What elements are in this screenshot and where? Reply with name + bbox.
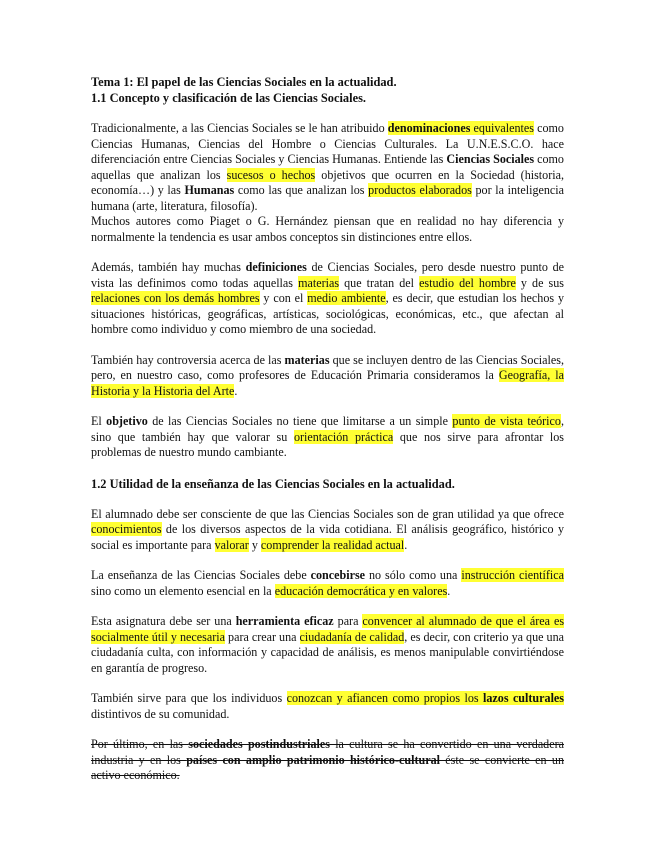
document-title: Tema 1: El papel de las Ciencias Sociales en la actualidad. — [91, 75, 397, 89]
highlighted-text: Geografía, la Historia y la Historia del Arte — [91, 368, 564, 398]
highlighted-text: equivalentes — [470, 121, 534, 135]
section-heading-1-1: 1.1 Concepto y clasificación de las Ciencias Sociales. — [91, 91, 366, 105]
section-heading-1-2: 1.2 Utilidad de la enseñanza de las Ciencias Sociales en la actualidad. — [91, 476, 455, 491]
struck-text: Por último, en las — [91, 737, 189, 751]
bold-text: concebirse — [310, 568, 366, 582]
highlighted-text: conocimientos — [91, 522, 162, 536]
paragraph: Tradicionalmente, a las Ciencias Sociales se le han atribuido denominaciones equivalentes como Ciencias Humanas, Ciencias del Hombre o Ciencias Culturales. La U.N.E.S.C.O. hace diferenciación entre Ciencias Sociales y Ciencias Humanas. Entiende las Ciencias Sociales como aquellas que analizan los sucesos o hechos objetivos que ocurren en la Sociedad (historia, economía…) y las Humanas como las que analizan los productos elaborados por la inteligencia humana (arte, literatura, filosofía). — [91, 121, 565, 213]
highlighted-text: lazos culturales — [483, 691, 564, 705]
paragraph: Muchos autores como Piaget o G. Hernández piensan que en realidad no hay diferencia y normalmente la tendencia es usar ambos conceptos sin distinciones entre ellos. — [91, 214, 564, 244]
paragraph: El objetivo de las Ciencias Sociales no tiene que limitarse a un simple punto de vista teórico, sino que también hay que valorar su orientación práctica que nos sirve para afrontar los problemas de nuestro mundo cambiante. — [91, 414, 564, 459]
highlighted-text: sucesos o hechos — [226, 167, 316, 182]
highlighted-text: comprender la realidad actual — [260, 537, 405, 552]
highlighted-text: convencer al alumnado de que el área es socialmente útil y necesaria — [91, 614, 565, 644]
highlighted-text: educación democrática y en valores — [274, 583, 448, 598]
paragraph-struck — [91, 737, 564, 784]
paragraph: Esta asignatura debe ser una herramienta eficaz para convencer al alumnado de que el área es socialmente útil y necesaria para crear una ciudadanía de calidad, es decir, con criterio ya que una ciudadanía culta, con información y capacidad de análisis, es menos manipulable convirtiéndose en garantía de progreso. — [91, 614, 565, 675]
paragraph: También hay controversia acerca de las materias que se incluyen dentro de las Ciencias Sociales, pero, en nuestro caso, como profesores de Educación Primaria consideramos la Geografía, la Historia y la Historia del Arte. — [91, 352, 564, 398]
highlighted-text: valorar — [214, 537, 249, 552]
highlighted-text: materias — [298, 275, 340, 290]
bold-text: objetivo — [106, 414, 148, 428]
highlighted-text: punto de vista teórico — [452, 414, 561, 428]
paragraph: También sirve para que los individuos conozcan y afiancen como propios los lazos culturales distintivos de su comunidad. — [91, 691, 564, 721]
struck-text: éste se convierte en un activo económico. — [91, 752, 564, 782]
bold-text: definiciones — [245, 260, 307, 274]
paragraph: El alumnado debe ser consciente de que las Ciencias Sociales son de gran utilidad ya que ofrece conocimientos de los diversos aspectos de la vida cotidiana. El análisis geográfico, histórico y social es importante para valorar y comprender la realidad actual. — [91, 506, 564, 552]
highlighted-text: orientación práctica — [293, 429, 394, 444]
paragraph: La enseñanza de las Ciencias Sociales debe concebirse no sólo como una instrucción científica sino como un elemento esencial en la educación democrática y en valores. — [91, 568, 564, 598]
bold-text: Ciencias Sociales — [446, 152, 535, 166]
highlighted-text: denominaciones — [387, 121, 471, 135]
bold-text: Humanas — [184, 183, 235, 197]
highlighted-text: medio ambiente — [307, 291, 386, 305]
highlighted-text: ciudadanía de calidad — [299, 629, 405, 644]
struck-text: la cultura se ha convertido en una verdadera industria y en los — [91, 737, 564, 767]
bold-text: materias — [284, 352, 330, 367]
highlighted-text: conozcan y afiancen como propios los — [286, 691, 483, 705]
highlighted-text: instrucción científica — [461, 568, 564, 582]
struck-text: países con amplio patrimonio histórico-cultural — [186, 752, 440, 767]
struck-text: sociedades postindustriales — [188, 737, 330, 751]
document-body — [91, 74, 564, 784]
highlighted-text: estudio del hombre — [419, 275, 516, 290]
highlighted-text: productos elaborados — [368, 183, 472, 197]
highlighted-text: relaciones con los demás hombres — [91, 291, 260, 305]
bold-text: herramienta eficaz — [235, 614, 334, 628]
paragraph: Además, también hay muchas definiciones de Ciencias Sociales, pero desde nuestro punto de vista las definimos como todas aquellas materias que tratan del estudio del hombre y de sus relaciones con los demás hombres y con el medio ambiente, es decir, que estudian los hechos y situaciones históricas, geográficas, artísticas, sociológicas, económicas, etc., que afectan al hombre como individuo y como miembro de una sociedad. — [91, 260, 564, 336]
